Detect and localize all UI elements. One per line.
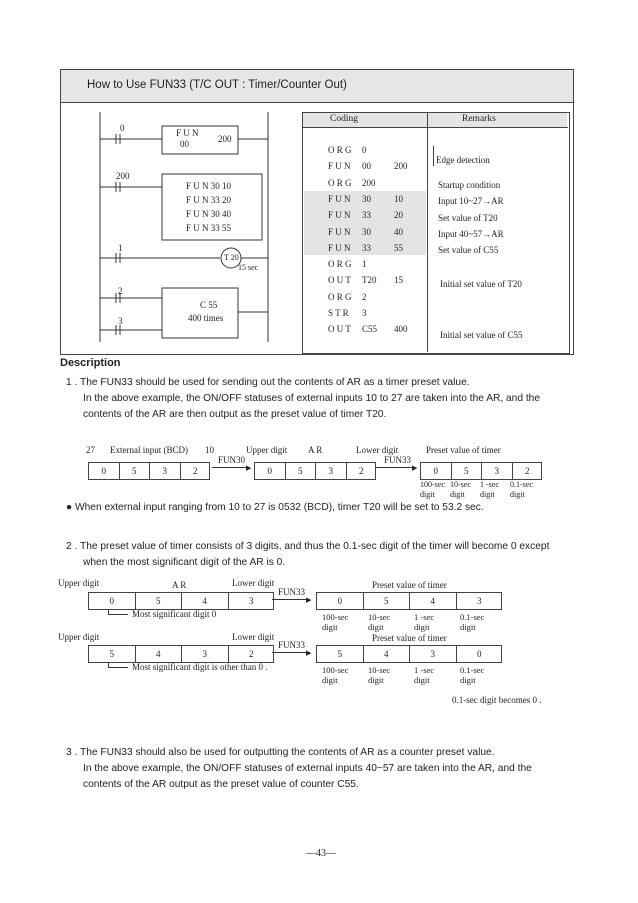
contact-2-label: 2 [118,286,123,296]
fig1-ext-row [88,462,210,480]
fun-line-0: F U N 30 10 [186,181,232,191]
fig2-ar2-row [88,645,274,663]
coding-arg-a: T20 [362,275,377,286]
digit-cell: 2 [525,466,530,476]
fun-line-1: F U N 33 20 [186,195,232,205]
unit-label: 10-sec [368,665,391,675]
digit-cell: 0 [89,593,136,609]
fig1-ar: A R [308,445,323,455]
unit-digit: digit [414,675,430,685]
digit-cell: 0 [477,649,482,659]
unit-digit: digit [322,622,338,632]
coding-arg-b: 200 [394,161,408,172]
coding-arg-a: 3 [362,308,367,318]
fig1-lower: Lower digit [356,445,399,455]
page-number: —43— [306,848,336,859]
unit-digit: digit [510,490,525,499]
fig1-ext-label: External input (BCD) [110,445,188,455]
digit-cell: 4 [364,646,411,662]
coding-arg-a: 33 [362,210,371,221]
fig1-preset: Preset value of timer [426,445,501,455]
fig2-upper-1: Upper digit [58,578,100,588]
fig2-fun-2: FUN33 [278,640,306,650]
fig2-fun-1: FUN33 [278,587,306,597]
coding-arg-b: 10 [394,193,403,204]
coding-op: F U N [328,226,351,237]
remark-7: Initial set value of C55 [440,330,523,340]
coding-arg-a: 30 [362,193,371,204]
coding-arg-a: 30 [362,226,371,237]
p1-line-1: In the above example, the ON/OFF statuses of external inputs 10 to 27 are taken into the AR, and the [83,393,541,404]
unit-label: 1 -sec [414,665,435,675]
digit-cell: 0 [89,463,120,479]
coding-op: O R G [328,291,352,302]
coding-arg-b: 40 [394,226,403,237]
digit-cell: 3 [249,596,254,606]
digit-cell: 3 [477,596,482,606]
digit-cell: 3 [410,646,457,662]
coding-arg-a: 1 [362,259,367,270]
unit-label: 100-sec [420,480,445,489]
coding-arg-b: 400 [394,324,408,335]
digit-cell: 2 [359,466,364,476]
contact-3-label: 3 [118,316,123,326]
unit-digit: digit [480,490,495,499]
remark-0: Edge detection [436,155,490,165]
p3-line-0: 3 . The FUN33 should also be used for outputting the contents of AR as a counter preset value. [66,747,495,758]
coding-arg-a: 0 [362,145,367,155]
coding-op: F U N [328,161,351,172]
unit-digit: digit [460,622,476,632]
coding-header: Coding [330,114,358,124]
contact-1-label: 1 [118,243,123,253]
contact-200-label: 200 [116,171,130,181]
coding-arg-a: C55 [362,324,378,335]
fig2-ar1-row [88,592,274,610]
remark-3: Set value of T20 [438,213,498,223]
description-title: Description [60,357,121,369]
unit-digit: digit [460,675,476,685]
fig1-10: 10 [205,445,214,455]
fig2-note2: Most significant digit is other than 0 . [132,662,268,672]
digit-cell: 3 [182,646,229,662]
remark-1: Startup condition [438,180,501,190]
coding-op: F U N [328,242,351,253]
fig2-footnote: 0.1-sec digit becomes 0 . [452,695,542,705]
coding-arg-a: 33 [362,242,371,253]
coding-op: F U N [328,210,351,221]
digit-cell: 5 [452,463,483,479]
fun00-num: 00 [180,139,189,149]
remark-2: Input 10~27→AR [438,196,504,206]
coding-arg-b: 20 [394,210,403,221]
fig2-lower-1: Lower digit [232,578,275,588]
section-title: How to Use FUN33 (T/C OUT : Timer/Counter Out) [87,79,347,91]
fun-line-2: F U N 30 40 [186,209,232,219]
digit-cell: 3 [150,463,181,479]
fig2-note1: Most significant digit 0 [132,609,217,619]
coding-op: O R G [328,177,352,188]
timer-label: T 20 [224,253,239,262]
remark-5: Set value of C55 [438,245,499,255]
digit-cell: 5 [120,463,151,479]
fig2-ar-1: A R [172,580,187,590]
unit-digit: digit [368,675,384,685]
unit-label: 1 -sec [480,480,499,489]
unit-label: 0.1-sec [460,612,485,622]
digit-cell: 0 [421,463,452,479]
digit-cell: 3 [316,463,347,479]
unit-label: 10-sec [450,480,471,489]
unit-label: 1 -sec [414,612,435,622]
bullet-line [66,500,484,516]
digit-cell: 4 [410,593,457,609]
fig1-fun33: FUN33 [384,455,412,465]
coding-arg-a: 2 [362,291,367,302]
unit-digit: digit [414,622,430,632]
p2-line-0: 2 . The preset value of timer consists of 3 digits, and thus the 0.1-sec digit of the timer will become 0 except [66,541,550,552]
timer-time: 15 sec [238,263,259,272]
fig2-upper-2: Upper digit [58,632,100,642]
fig1-27: 27 [86,445,95,455]
fig2-preset-1: Preset value of timer [372,580,447,590]
p2-line-1: when the most significant digit of the AR is 0. [83,557,286,568]
unit-digit: digit [450,490,465,499]
fig1-fun30: FUN30 [218,455,246,465]
unit-label: 100-sec [322,612,349,622]
remarks-header: Remarks [462,114,496,124]
fig2-preset-2: Preset value of timer [372,633,447,643]
unit-label: 10-sec [368,612,391,622]
remark-6: Initial set value of T20 [440,279,522,289]
unit-label: 0.1-sec [510,480,533,489]
digit-cell: 0 [317,593,364,609]
coding-op: O R G [328,259,352,270]
coding-op: F U N [328,193,351,204]
p3-line-1: In the above example, the ON/OFF statuses of external inputs 40~57 are taken into the AR, and the [83,763,532,774]
contact-0-label: 0 [120,123,125,133]
fig1-preset-row [420,462,542,480]
fig1-ar-row [254,462,376,480]
fun00-label: F U N [176,128,199,138]
counter-label: C 55 [200,300,218,310]
p3-line-2: contents of the AR output as the preset value of counter C55. [83,779,359,790]
p1-line-2: contents of the AR are then output as the preset value of timer T20. [83,409,387,420]
digit-cell: 4 [136,646,183,662]
p1-line-0: 1 . The FUN33 should be used for sending out the contents of AR as a timer preset value. [66,377,470,388]
unit-digit: digit [368,622,384,632]
fig1-upper: Upper digit [246,445,288,455]
coding-op: O U T [328,275,351,286]
digit-cell: 2 [193,466,198,476]
unit-digit: digit [420,490,435,499]
fig2-preset1-row [316,592,502,610]
digit-cell: 5 [286,463,317,479]
digit-cell: 5 [136,593,183,609]
coding-arg-b: 15 [394,275,403,286]
coding-arg-b: 55 [394,242,403,253]
bullet-text: When external input ranging from 10 to 27 is 0532 (BCD), timer T20 will be set to 53.2 sec. [75,502,484,513]
digit-cell: 0 [255,463,286,479]
fun-line-3: F U N 33 55 [186,223,232,233]
unit-label: 100-sec [322,665,349,675]
coding-arg-a: 200 [362,177,376,188]
fun00-val: 200 [218,134,232,144]
remark-4: Input 40~57→AR [438,229,504,239]
digit-cell: 3 [482,463,513,479]
counter-times: 400 times [188,313,224,323]
digit-cell: 5 [364,593,411,609]
digit-cell: 5 [317,646,364,662]
coding-arg-a: 00 [362,161,371,172]
bullet-dot-icon: ● [66,502,73,513]
section-header [60,69,574,103]
coding-op: O U T [328,324,351,335]
fig2-preset2-row [316,645,502,663]
coding-op: O R G [328,145,352,155]
digit-cell: 4 [182,593,229,609]
digit-cell: 2 [249,649,254,659]
unit-label: 0.1-sec [460,665,485,675]
fig2-lower-2: Lower digit [232,632,275,642]
coding-op: S T R [328,308,349,318]
unit-digit: digit [322,675,338,685]
digit-cell: 5 [89,646,136,662]
